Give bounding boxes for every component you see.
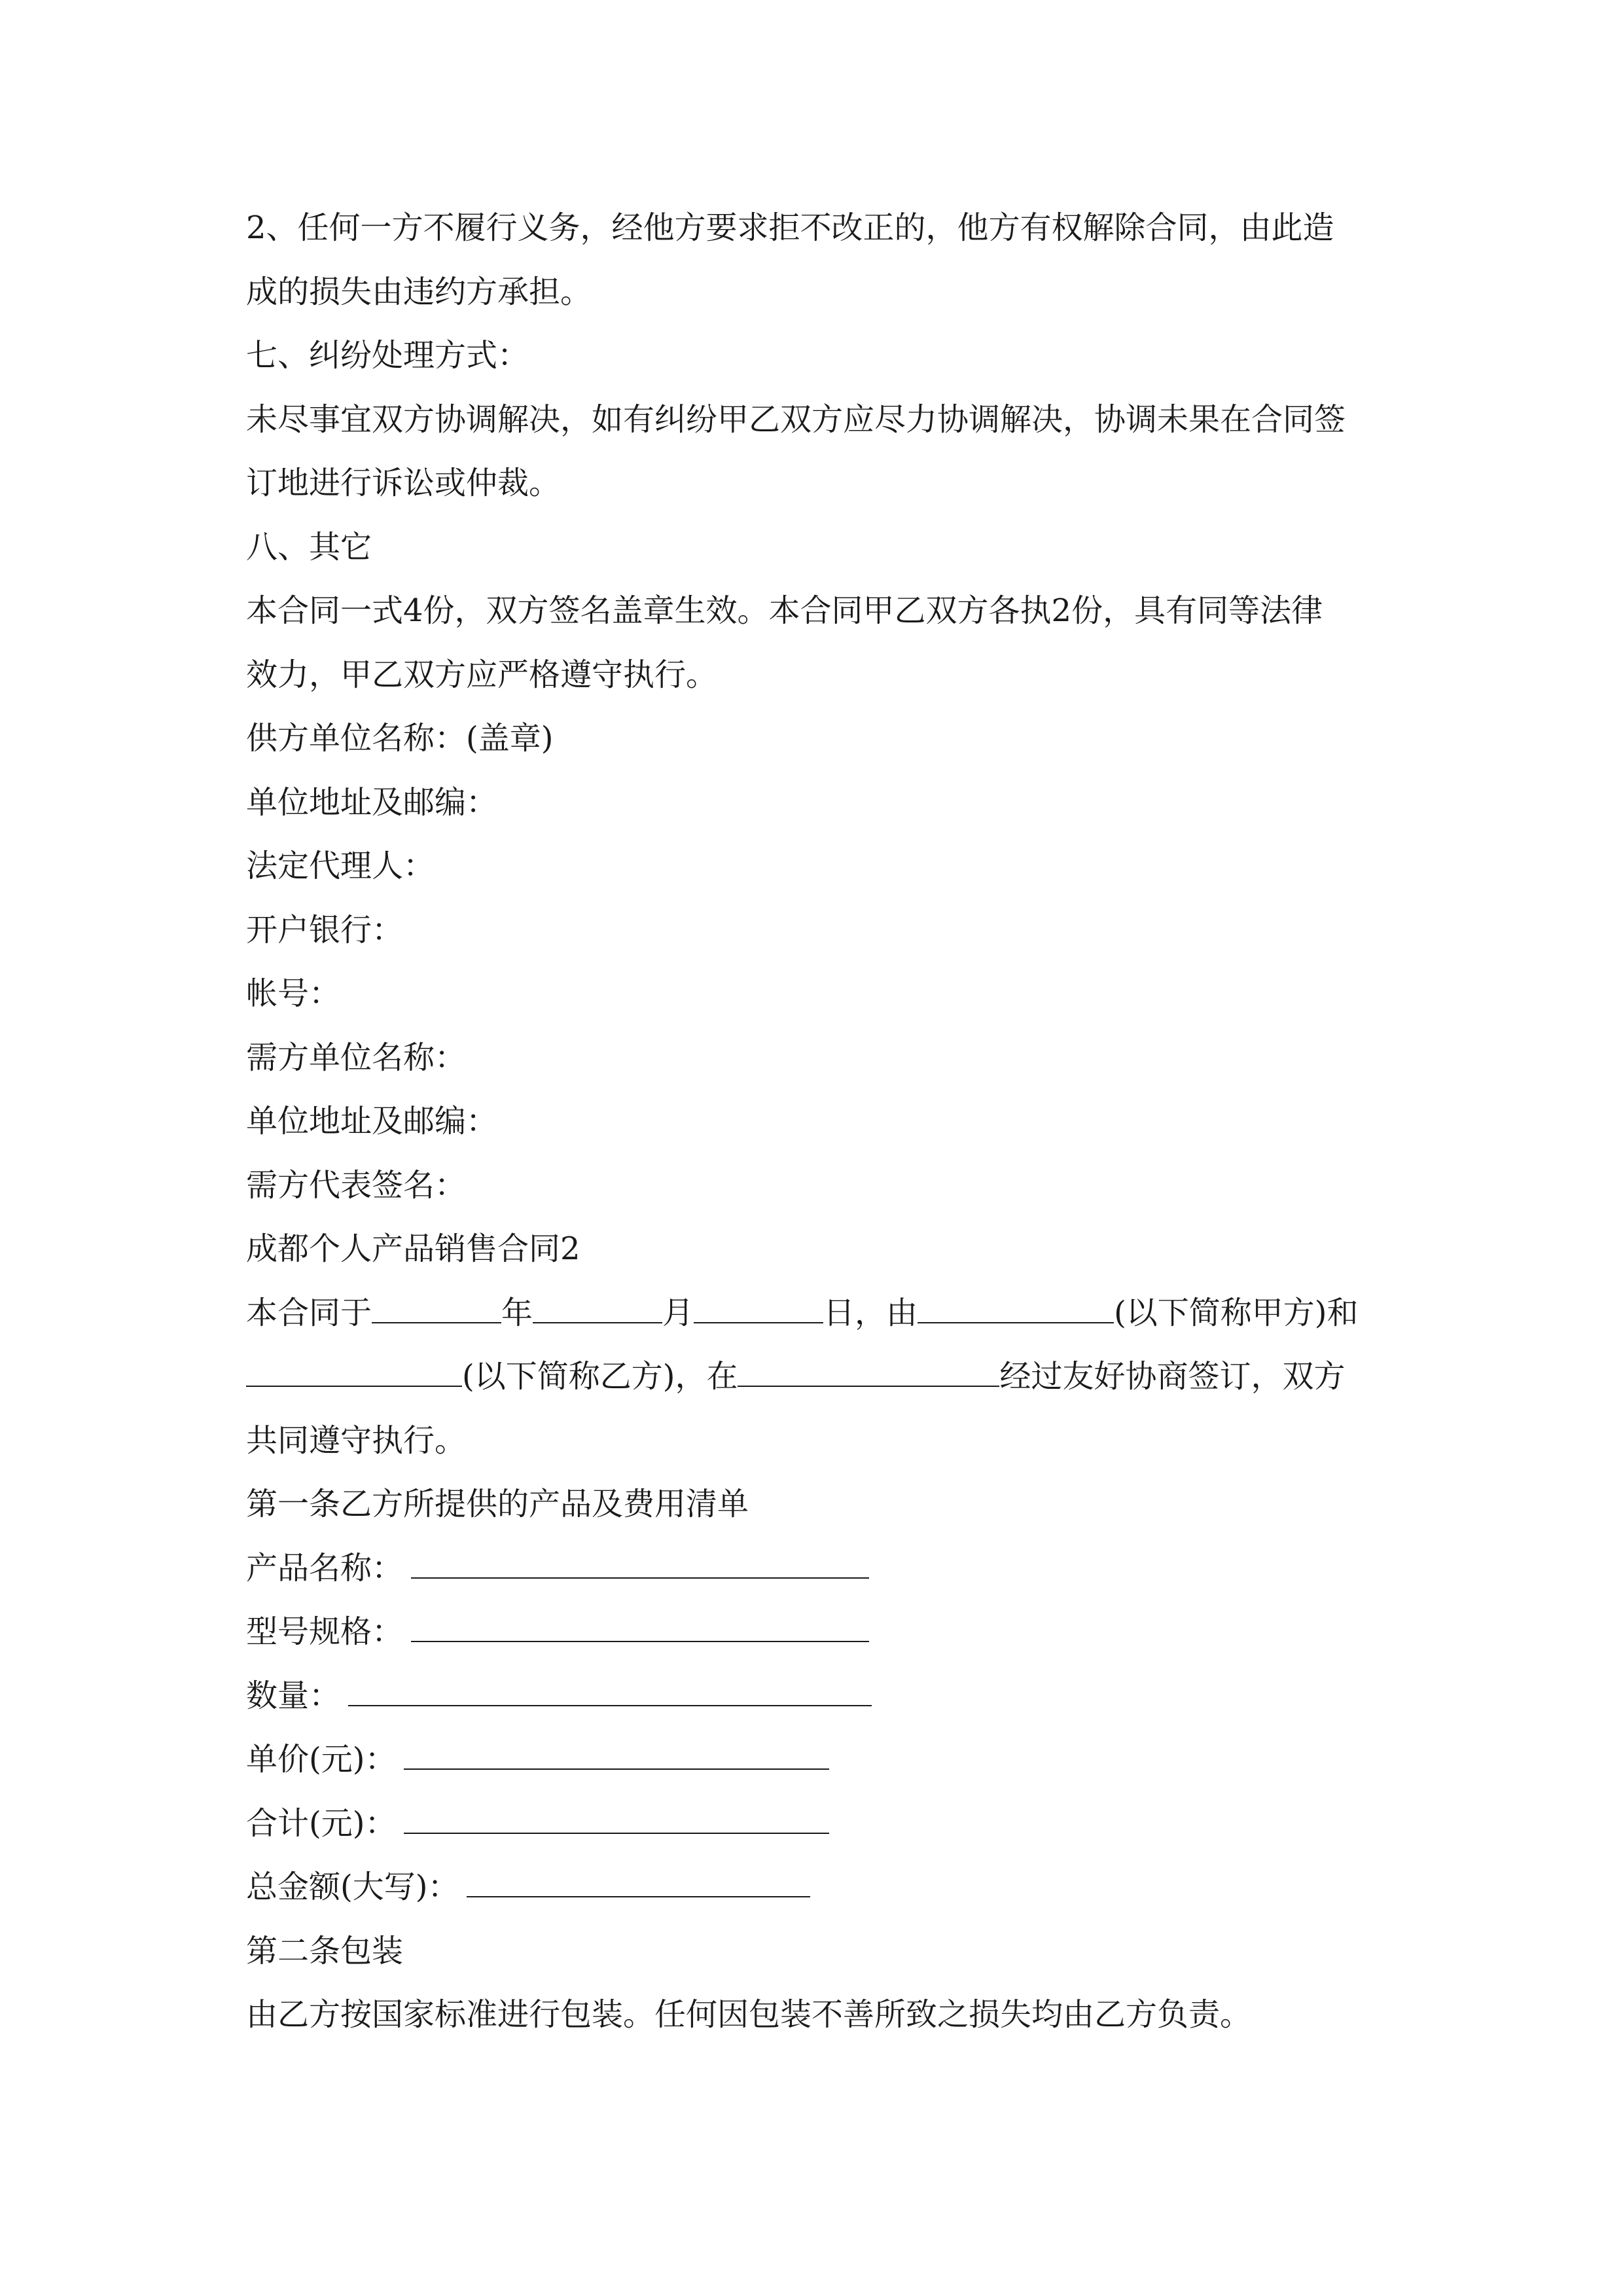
clause-line: 未尽事宜双方协调解决，如有纠纷甲乙双方应尽力协调解决，协调未果在合同签: [246, 401, 1346, 438]
section-heading: 八、其它: [246, 528, 372, 565]
date-text: 月: [662, 1294, 694, 1331]
date-line: [246, 1282, 1378, 1346]
date-text: 本合同于: [246, 1294, 372, 1331]
month-blank[interactable]: [533, 1283, 662, 1323]
unit-price-blank[interactable]: [404, 1729, 829, 1770]
contract-title: 成都个人产品销售合同2: [246, 1230, 580, 1267]
supplier-address-label: 单位地址及邮编：: [246, 783, 498, 821]
clause-line: 成的损失由违约方承担。: [246, 273, 592, 310]
day-blank[interactable]: [694, 1283, 823, 1323]
subtotal-row: [246, 1792, 1378, 1856]
party-text: (以下简称乙方)，在: [462, 1358, 738, 1395]
clause-line: 共同遵守执行。: [246, 1422, 467, 1459]
subtotal-label: 合计(元)：: [246, 1804, 397, 1842]
section-heading: 七、纠纷处理方式：: [246, 337, 529, 374]
clause-line: 本合同一式4份，双方签名盖章生效。本合同甲乙双方各执2份，具有同等法律: [246, 592, 1323, 629]
clause-line: 由乙方按国家标准进行包装。任何因包装不善所致之损失均由乙方负责。: [246, 1996, 1252, 2033]
account-label: 帐号：: [246, 975, 341, 1012]
clause-line: 效力，甲乙双方应严格遵守执行。: [246, 656, 718, 693]
party-text: 经过友好协商签订，双方: [999, 1358, 1346, 1395]
unit-price-row: [246, 1728, 1378, 1792]
party-a-blank[interactable]: [918, 1283, 1114, 1323]
model-spec-blank[interactable]: [411, 1602, 869, 1642]
unit-price-label: 单价(元)：: [246, 1741, 397, 1778]
date-text: 日，由: [823, 1294, 918, 1331]
quantity-label: 数量：: [246, 1677, 341, 1714]
total-amount-label: 总金额(大写)：: [246, 1869, 459, 1905]
date-text: (以下简称甲方)和: [1114, 1294, 1359, 1331]
article-heading: 第二条包装: [246, 1932, 404, 1969]
product-name-row: [246, 1537, 1378, 1601]
total-amount-row: [246, 1856, 1378, 1920]
year-blank[interactable]: [372, 1283, 501, 1323]
quantity-blank[interactable]: [348, 1666, 872, 1706]
product-name-label: 产品名称：: [246, 1549, 404, 1587]
product-name-blank[interactable]: [411, 1538, 869, 1579]
total-amount-blank[interactable]: [467, 1857, 810, 1897]
bank-label: 开户银行：: [246, 911, 404, 948]
clause-line: 订地进行诉讼或仲裁。: [246, 465, 561, 501]
legal-agent-label: 法定代理人：: [246, 848, 435, 884]
document-body: [246, 196, 1378, 2047]
location-blank[interactable]: [738, 1346, 999, 1387]
subtotal-blank[interactable]: [404, 1793, 829, 1834]
buyer-name-label: 需方单位名称：: [246, 1039, 467, 1076]
model-spec-label: 型号规格：: [246, 1613, 404, 1650]
party-line: [246, 1345, 1378, 1409]
quantity-row: [246, 1664, 1378, 1729]
model-spec-row: [246, 1600, 1378, 1664]
article-heading: 第一条乙方所提供的产品及费用清单: [246, 1486, 749, 1522]
party-b-blank[interactable]: [246, 1346, 462, 1387]
date-text: 年: [501, 1294, 533, 1331]
clause-line: 2、任何一方不履行义务，经他方要求拒不改正的，他方有权解除合同，由此造: [246, 209, 1334, 246]
supplier-name-label: 供方单位名称：(盖章): [246, 720, 554, 757]
buyer-address-label: 单位地址及邮编：: [246, 1103, 498, 1139]
buyer-signature-label: 需方代表签名：: [246, 1166, 467, 1204]
